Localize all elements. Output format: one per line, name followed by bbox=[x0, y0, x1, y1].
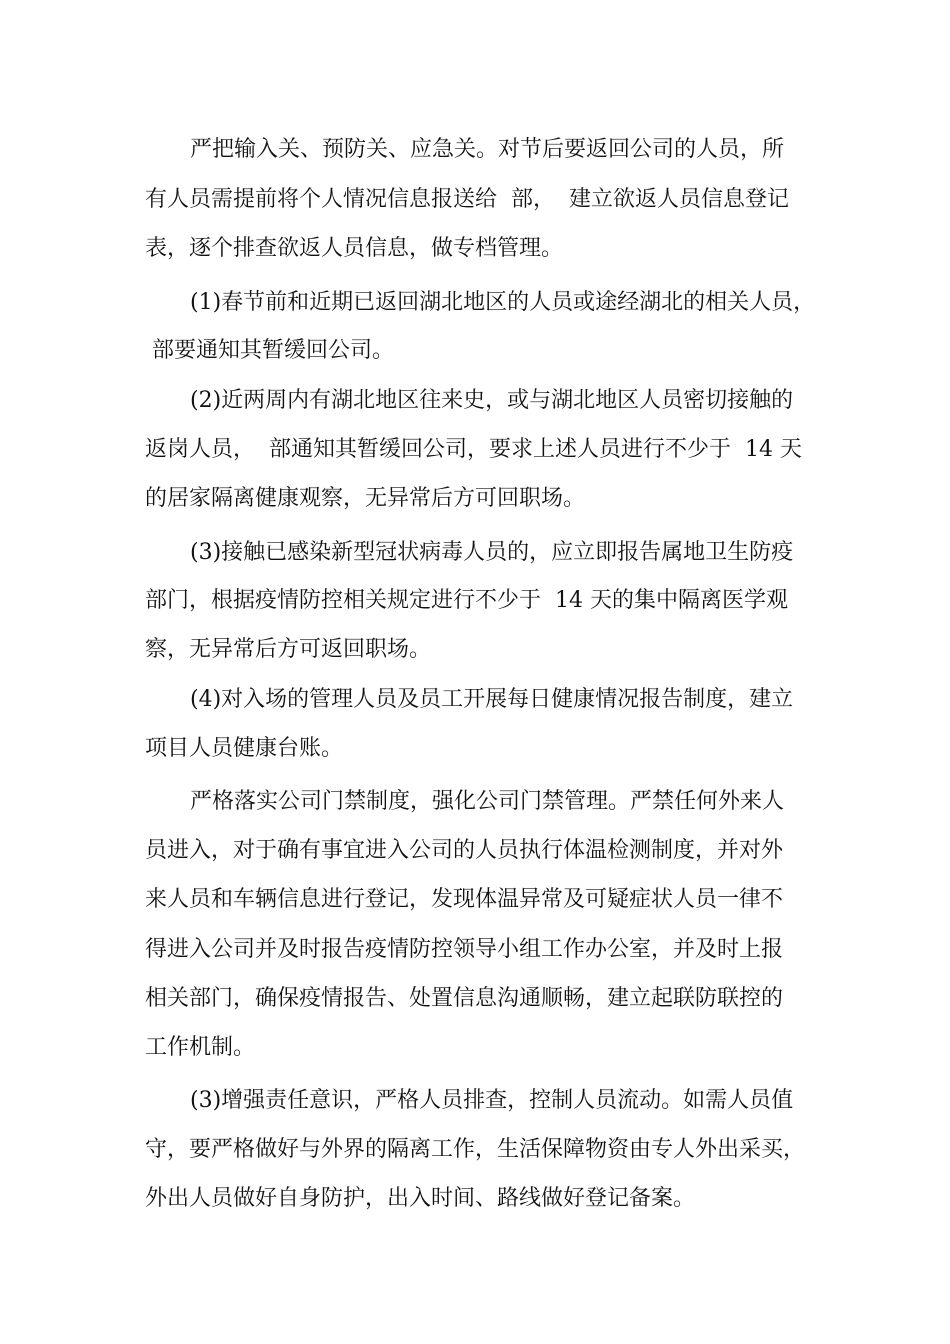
paragraph-6-line-3: 来人员和车辆信息进行登记，发现体温异常及可疑症状人员一律不 bbox=[145, 887, 784, 912]
paragraph-6-line-5: 相关部门，确保疫情报告、处置信息沟通顺畅，建立起联防联控的 bbox=[145, 986, 784, 1011]
paragraph-1-line-1: 严把输入关、预防关、应急关。对节后要返回公司的人员，所 bbox=[190, 137, 785, 162]
paragraph-3-line-1: (2)近两周内有湖北地区往来史，或与湖北地区人员密切接触的 bbox=[190, 388, 794, 413]
paragraph-5-line-2: 项目人员健康台账。 bbox=[145, 736, 344, 761]
paragraph-2-line-2: 部要通知其暂缓回公司。 bbox=[145, 338, 394, 363]
paragraph-7-line-2: 守，要严格做好与外界的隔离工作，生活保障物资由专人外出采买， bbox=[145, 1137, 806, 1162]
paragraph-5-line-1: (4)对入场的管理人员及员工开展每日健康情况报告制度，建立 bbox=[190, 687, 794, 712]
paragraph-4-line-1: (3)接触已感染新型冠状病毒人员的，应立即报告属地卫生防疫 bbox=[190, 540, 794, 565]
paragraph-7-line-3: 外出人员做好自身防护，出入时间、路线做好登记备案。 bbox=[145, 1186, 696, 1211]
paragraph-2-line-1: (1)春节前和近期已返回湖北地区的人员或途经湖北的相关人员， bbox=[190, 290, 816, 315]
paragraph-6-line-6: 工作机制。 bbox=[145, 1035, 256, 1060]
paragraph-1-line-2: 有人员需提前将个人情况信息报送给 部， 建立欲返人员信息登记 bbox=[145, 187, 789, 212]
paragraph-1-line-3: 表，逐个排查欲返人员信息，做专档管理。 bbox=[145, 236, 564, 261]
paragraph-3-line-2: 返岗人员， 部通知其暂缓回公司，要求上述人员进行不少于 14 天 bbox=[145, 437, 802, 462]
paragraph-3-line-3: 的居家隔离健康观察，无异常后方可回职场。 bbox=[145, 486, 586, 511]
paragraph-6-line-4: 得进入公司并及时报告疫情防控领导小组工作办公室，并及时上报 bbox=[145, 937, 784, 962]
paragraph-6-line-1: 严格落实公司门禁制度，强化公司门禁管理。严禁任何外来人 bbox=[190, 789, 785, 814]
paragraph-4-line-2: 部门，根据疫情防控相关规定进行不少于 14 天的集中隔离医学观 bbox=[145, 588, 788, 613]
paragraph-7-line-1: (3)增强责任意识，严格人员排查，控制人员流动。如需人员值 bbox=[190, 1088, 794, 1113]
paragraph-4-line-3: 察，无异常后方可返回职场。 bbox=[145, 637, 432, 662]
paragraph-6-line-2: 员进入，对于确有事宜进入公司的人员执行体温检测制度，并对外 bbox=[145, 838, 784, 863]
